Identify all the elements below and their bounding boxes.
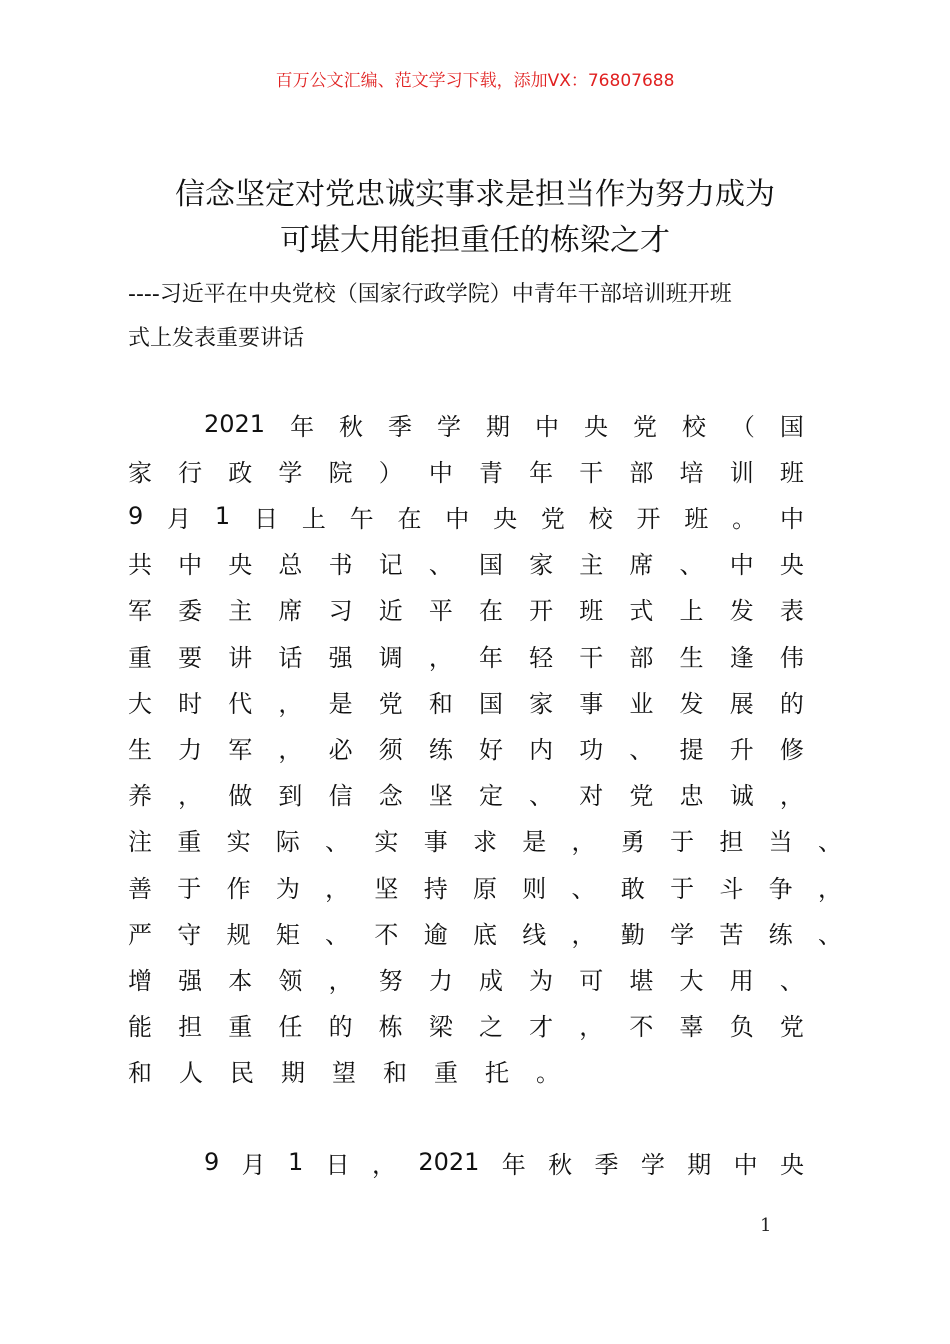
body-char: ） [378,458,403,487]
body-char: 原 [472,874,497,903]
body-char: ， [178,782,203,811]
body-char: 展 [729,689,754,718]
paragraph-1-line [128,546,804,580]
body-char: 话 [278,643,303,672]
body-char: 本 [228,966,253,995]
body-char: 线 [522,920,547,949]
body-char: 轻 [529,643,554,672]
body-char: 严 [128,920,152,949]
body-char: 生 [128,735,152,764]
body-char: 党 [632,412,657,441]
body-char: 升 [729,735,754,764]
body-char: 上 [679,597,704,626]
body-char: 家 [529,689,554,718]
body-char: ， [579,1013,604,1042]
body-char: 是 [522,828,547,857]
body-char: 、 [629,735,654,764]
body-char: 年 [290,412,315,441]
body-char: 修 [779,735,804,764]
body-char: 诚 [729,782,754,811]
body-char: 好 [478,735,503,764]
body-char: 事 [579,689,604,718]
body-char: 念 [378,782,403,811]
body-char: 坚 [374,874,399,903]
body-char: 信 [328,782,353,811]
body-char: 注 [128,828,152,857]
body-char: 开 [529,597,554,626]
body-char: 训 [729,458,754,487]
paragraph-1-line [128,592,804,626]
body-char: 实 [374,828,399,857]
body-char: 伟 [779,643,804,672]
body-char: 际 [275,828,300,857]
body-char: （ [730,412,755,441]
body-char: 9 [204,1148,220,1176]
body-char: 功 [579,735,604,764]
paragraph-1-line [128,638,804,672]
body-char: 部 [629,458,654,487]
body-char: 用 [729,966,754,995]
body-char: 青 [478,458,503,487]
body-char: 做 [228,782,253,811]
body-char: 、 [325,828,350,857]
body-char: 2021 [418,1148,480,1176]
body-char: 中 [733,1150,758,1179]
body-char: 席 [278,597,303,626]
body-char: 忠 [679,782,704,811]
body-char: 期 [281,1059,305,1088]
paragraph-1-line [128,777,804,811]
body-char: 勇 [620,828,645,857]
body-char: 敢 [620,874,645,903]
paragraph-1-line [128,915,842,949]
body-char: 日 [254,504,278,533]
body-char: 学 [670,920,695,949]
body-char: ， [428,643,453,672]
paragraph-1-line [128,1008,804,1042]
body-char: 练 [768,920,793,949]
body-char: 勤 [620,920,645,949]
body-char: 式 [629,597,654,626]
body-char: 央 [583,412,608,441]
body-char: 必 [328,735,353,764]
body-char: 总 [278,551,303,580]
body-char: 部 [629,643,654,672]
body-char: 不 [629,1013,654,1042]
body-char: 能 [128,1013,152,1042]
document-title-line-2: 可堪大用能担重任的栋梁之才 [280,223,670,258]
body-char: 干 [579,643,604,672]
body-char: 2021 [204,410,266,438]
body-char: 为 [529,966,554,995]
body-char: 央 [779,551,804,580]
body-char: 、 [817,828,842,857]
body-char: 在 [478,597,503,626]
body-char: 央 [779,1150,804,1179]
body-char: 学 [640,1150,665,1179]
body-char: ， [372,1150,396,1179]
body-char: 、 [529,782,554,811]
body-char: 秋 [548,1150,573,1179]
body-char: 院 [328,458,353,487]
body-char: 才 [529,1013,554,1042]
body-char: 和 [383,1059,407,1088]
body-char: 中 [178,551,203,580]
body-char: 努 [378,966,403,995]
page-number: 1 [760,1215,772,1236]
body-char: 中 [729,551,754,580]
body-char: 增 [128,966,152,995]
body-char: 练 [428,735,453,764]
body-char: ， [328,966,353,995]
body-char: 事 [423,828,448,857]
body-char: 校 [588,504,613,533]
paragraph-1-line [128,823,842,857]
body-char: 强 [328,643,353,672]
body-char: 守 [177,920,202,949]
body-char: 强 [178,966,203,995]
body-char: 家 [529,551,554,580]
body-char: 负 [729,1013,754,1042]
body-char: ， [817,874,842,903]
body-char: 民 [230,1059,254,1088]
body-char: 不 [374,920,399,949]
body-char: 月 [241,1150,266,1179]
body-char: 的 [328,1013,353,1042]
body-char: 生 [679,643,704,672]
body-char: ， [325,874,350,903]
body-char: 要 [178,643,203,672]
body-char: 开 [636,504,661,533]
body-char: 。 [732,504,757,533]
body-char: 国 [478,689,503,718]
body-char: 重 [228,1013,253,1042]
body-char: 9 [128,502,144,531]
body-char: 书 [328,551,353,580]
body-char: 央 [228,551,253,580]
body-char: 年 [501,1150,526,1179]
body-char: 发 [729,597,754,626]
body-char: 重 [177,828,202,857]
body-char: 月 [167,504,192,533]
body-char: 于 [670,874,695,903]
body-char: ， [779,782,804,811]
body-char: 可 [579,966,604,995]
body-char: 善 [128,874,152,903]
body-char: 央 [493,504,518,533]
body-char: 重 [434,1059,458,1088]
body-char: 习 [328,597,353,626]
body-char: 担 [178,1013,203,1042]
body-char: 辜 [679,1013,704,1042]
body-char: 国 [478,551,503,580]
body-char: 季 [594,1150,619,1179]
body-char: 望 [332,1059,356,1088]
body-char: 上 [301,504,326,533]
body-char: 内 [529,735,554,764]
paragraph-2-line [204,1145,804,1179]
body-char: 主 [579,551,604,580]
body-char: 近 [378,597,403,626]
body-char: 家 [128,458,152,487]
body-char: 培 [679,458,704,487]
body-char: 到 [278,782,303,811]
body-char: ， [571,828,596,857]
body-char: 则 [522,874,547,903]
body-char: 、 [325,920,350,949]
body-char: 班 [684,504,709,533]
body-char: 担 [719,828,744,857]
body-char: 坚 [428,782,453,811]
body-char: 学 [437,412,462,441]
body-char: 成 [478,966,503,995]
body-char: 班 [579,597,604,626]
body-char: 校 [681,412,706,441]
paragraph-1-line [128,730,804,764]
body-char: 调 [378,643,403,672]
header-note: 百万公文汇编、范文学习下载，添加VX：76807688 [275,71,675,91]
body-char: 、 [817,920,842,949]
body-char: 、 [679,551,704,580]
body-char: 为 [275,874,300,903]
paragraph-1-line [128,961,804,995]
body-char: 日 [325,1150,350,1179]
paragraph-1-line [128,499,804,533]
body-char: 中 [779,504,804,533]
body-char: 年 [478,643,503,672]
body-char: 秋 [339,412,364,441]
body-char: 、 [779,966,804,995]
paragraph-1-line [128,453,804,487]
body-char: 须 [378,735,403,764]
body-char: 栋 [378,1013,403,1042]
body-char: 记 [378,551,403,580]
body-char: 重 [128,643,152,672]
body-char: ， [278,689,303,718]
body-char: 学 [278,458,303,487]
body-char: 梁 [428,1013,453,1042]
body-char: 行 [178,458,203,487]
body-char: 党 [779,1013,804,1042]
body-char: 1 [288,1148,304,1176]
body-char: 底 [472,920,497,949]
body-char: 苦 [719,920,744,949]
body-char: 力 [178,735,203,764]
body-char: 定 [478,782,503,811]
body-char: 干 [579,458,604,487]
body-char: 和 [128,1059,152,1088]
body-char: 对 [579,782,604,811]
body-char: 人 [179,1059,203,1088]
document-title-line-1: 信念坚定对党忠诚实事求是担当作为努力成为 [175,177,775,212]
body-char: ， [278,735,303,764]
body-char: 矩 [275,920,300,949]
body-char: 政 [228,458,253,487]
body-char: 期 [687,1150,712,1179]
body-char: 军 [128,597,152,626]
body-char: 1 [214,502,231,531]
body-char: 平 [428,597,453,626]
body-char: 于 [177,874,202,903]
body-char: 班 [779,458,804,487]
body-char: 持 [423,874,448,903]
body-char: 发 [679,689,704,718]
body-char: 中 [445,504,470,533]
body-char: 逾 [423,920,448,949]
body-char: 作 [226,874,251,903]
body-char: 国 [779,412,804,441]
body-char: 堪 [629,966,654,995]
body-char: 是 [328,689,353,718]
body-char: 党 [629,782,654,811]
body-char: 大 [128,689,152,718]
body-char: 求 [472,828,497,857]
paragraph-1-line [204,407,804,441]
body-char: 军 [228,735,253,764]
body-char: 业 [629,689,654,718]
body-char: 季 [388,412,413,441]
body-char: 席 [629,551,654,580]
document-subtitle-line-1: ----习近平在中央党校（国家行政学院）中青年干部培训班开班 [128,282,732,307]
body-char: 领 [278,966,303,995]
paragraph-1-line [128,1054,804,1088]
body-char: 表 [779,597,804,626]
body-char: 斗 [719,874,744,903]
body-char: 。 [536,1059,560,1088]
body-char: 委 [178,597,203,626]
body-char: 争 [768,874,793,903]
body-char: 、 [428,551,453,580]
body-char: 大 [679,966,704,995]
body-char: 当 [768,828,793,857]
body-char: 实 [226,828,251,857]
body-char: 规 [226,920,251,949]
body-char: 午 [349,504,374,533]
body-char: 于 [670,828,695,857]
body-char: 讲 [228,643,253,672]
body-char: 中 [428,458,453,487]
body-char: 养 [128,782,152,811]
document-subtitle-line-2: 式上发表重要讲话 [128,326,305,351]
body-char: 党 [378,689,403,718]
body-char: 在 [397,504,422,533]
body-char: 时 [178,689,203,718]
body-char: 共 [128,551,152,580]
paragraph-1-line [128,684,804,718]
body-char: 任 [278,1013,303,1042]
paragraph-1-line [128,869,842,903]
body-char: 和 [428,689,453,718]
body-char: 之 [478,1013,503,1042]
body-char: 的 [779,689,804,718]
body-char: ， [571,920,596,949]
body-char: 力 [428,966,453,995]
body-char: 党 [540,504,565,533]
body-char: 期 [486,412,510,441]
body-char: 中 [534,412,559,441]
body-char: 托 [485,1059,509,1088]
body-char: 代 [228,689,253,718]
body-char: 、 [571,874,596,903]
body-char: 主 [228,597,253,626]
body-char: 年 [529,458,554,487]
body-char: 逢 [729,643,754,672]
body-char: 提 [679,735,704,764]
